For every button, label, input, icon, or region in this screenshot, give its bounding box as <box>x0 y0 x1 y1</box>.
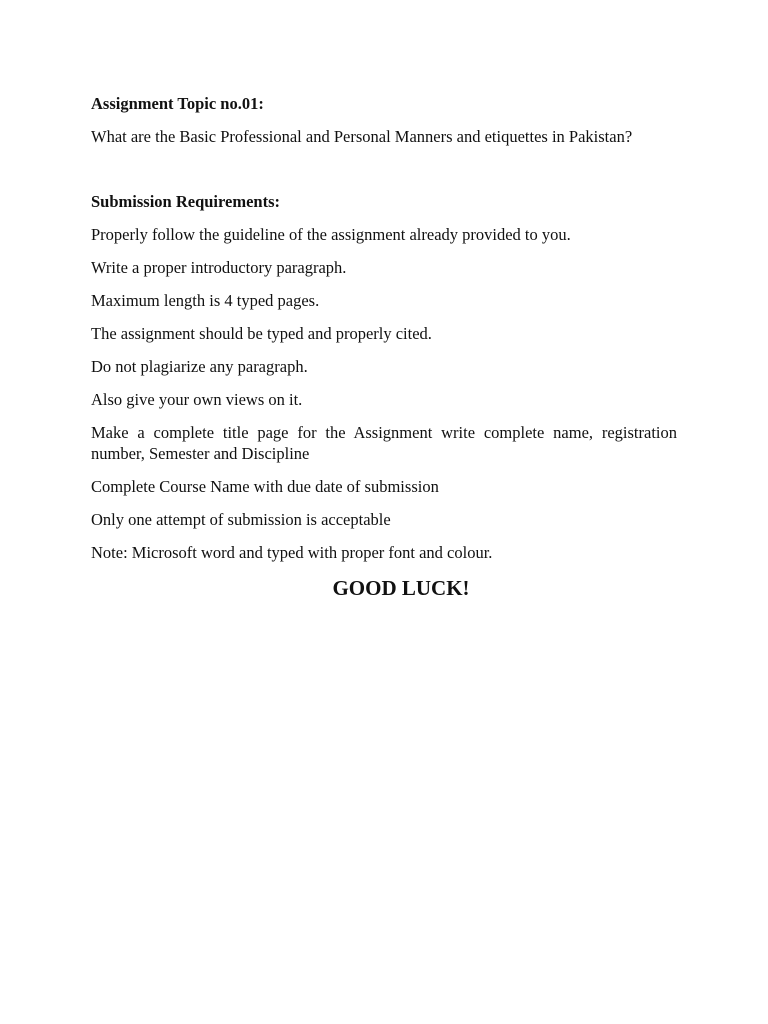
assignment-question: What are the Basic Professional and Personal Manners and etiquettes in Pakistan? <box>91 127 633 146</box>
requirement-item: Note: Microsoft word and typed with proper font and colour. <box>91 543 493 562</box>
requirement-item: Do not plagiarize any paragraph. <box>91 357 308 376</box>
requirement-item: Write a proper introductory paragraph. <box>91 258 347 277</box>
requirement-item: Maximum length is 4 typed pages. <box>91 291 320 310</box>
requirement-item: The assignment should be typed and properly cited. <box>91 324 432 343</box>
submission-requirements-heading: Submission Requirements: <box>91 192 281 211</box>
requirement-item: Also give your own views on it. <box>91 390 303 409</box>
good-luck-closing: GOOD LUCK! <box>332 576 470 600</box>
requirement-item: Complete Course Name with due date of submission <box>91 477 439 496</box>
requirements-list <box>91 224 677 563</box>
requirement-item: Make a complete title page for the Assignment write complete name, registration number, Semester and Discipline <box>91 423 677 463</box>
document-body <box>91 93 677 575</box>
assignment-topic-heading: Assignment Topic no.01: <box>91 94 264 113</box>
requirement-item: Properly follow the guideline of the assignment already provided to you. <box>91 225 571 244</box>
requirement-item: Only one attempt of submission is acceptable <box>91 510 391 529</box>
